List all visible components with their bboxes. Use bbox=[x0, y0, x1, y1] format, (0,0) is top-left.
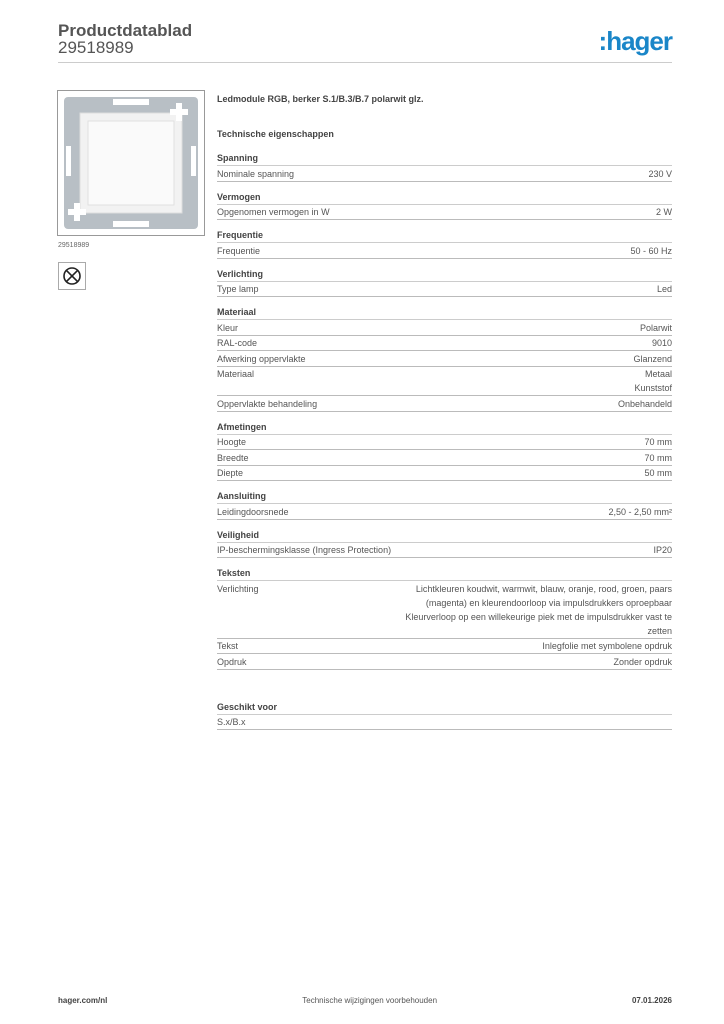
spec-row bbox=[217, 450, 672, 466]
section-title: Teksten bbox=[217, 567, 672, 581]
spec-section bbox=[217, 229, 672, 259]
spec-content bbox=[217, 94, 672, 730]
product-name: Ledmodule RGB, berker S.1/B.3/B.7 polarwit glz. bbox=[217, 94, 424, 104]
spec-section bbox=[217, 567, 672, 670]
spec-row bbox=[217, 205, 672, 221]
spec-value: 70 mm bbox=[644, 437, 672, 447]
section-title: Frequentie bbox=[217, 229, 672, 243]
suitable-section bbox=[217, 701, 672, 731]
spec-label: Leidingdoorsnede bbox=[217, 506, 289, 517]
spec-row bbox=[217, 166, 672, 182]
spec-section bbox=[217, 191, 672, 221]
spec-row bbox=[217, 715, 672, 731]
hager-logo: :hager bbox=[598, 26, 672, 56]
spec-value: 2 W bbox=[655, 207, 672, 217]
spec-label: Afwerking oppervlakte bbox=[217, 353, 306, 364]
spec-section bbox=[217, 268, 672, 298]
spec-value: 50 mm bbox=[644, 468, 672, 478]
spec-row bbox=[217, 396, 672, 412]
spec-row bbox=[217, 336, 672, 352]
spec-label: IP-beschermingsklasse (Ingress Protection) bbox=[217, 545, 392, 555]
lamp-cross-icon bbox=[58, 262, 86, 290]
spec-value: 2,50 - 2,50 mm² bbox=[608, 506, 672, 517]
product-image bbox=[57, 90, 205, 236]
spec-row bbox=[217, 639, 672, 655]
spec-value: Inlegfolie met symbolene opdruk bbox=[542, 641, 672, 651]
spec-section bbox=[217, 490, 672, 520]
section-title: Verlichting bbox=[217, 268, 672, 282]
image-caption: 29518989 bbox=[58, 242, 90, 249]
spec-label: Type lamp bbox=[217, 284, 259, 294]
spec-section bbox=[217, 421, 672, 482]
spec-section bbox=[217, 152, 672, 182]
spec-row bbox=[217, 504, 672, 520]
spec-row bbox=[217, 543, 672, 559]
section-title: Vermogen bbox=[217, 191, 672, 205]
footer-disclaimer: Technische wijzigingen voorbehouden bbox=[302, 996, 438, 1005]
section-title: Afmetingen bbox=[217, 421, 672, 435]
spec-row bbox=[217, 466, 672, 482]
spec-value: Zonder opdruk bbox=[613, 656, 672, 667]
spec-value: 230 V bbox=[648, 168, 672, 179]
spec-label: Opgenomen vermogen in W bbox=[217, 207, 330, 217]
footer-date: 07.01.2026 bbox=[631, 996, 672, 1005]
spec-value: Metaal Kunststof bbox=[634, 369, 672, 393]
spec-label: Verlichting bbox=[217, 583, 259, 594]
spec-label: Hoogte bbox=[217, 437, 247, 447]
spec-row bbox=[217, 282, 672, 298]
spec-label: Opdruk bbox=[217, 656, 247, 667]
spec-row bbox=[217, 654, 672, 670]
spec-sections bbox=[217, 152, 672, 670]
spec-label: Oppervlakte behandeling bbox=[217, 398, 318, 409]
spec-label: Breedte bbox=[217, 452, 249, 463]
product-code: 29518989 bbox=[58, 38, 134, 57]
tech-heading: Technische eigenschappen bbox=[217, 129, 334, 139]
spec-row bbox=[217, 581, 672, 639]
spec-label: Tekst bbox=[217, 641, 239, 651]
spec-label: Frequentie bbox=[217, 245, 261, 256]
spec-value: Lichtkleuren koudwit, warmwit, blauw, oranje, rood, groen, paars (magenta) en kleurendoorloop via impulsdrukkers oproepbaar Kleurverloop op een willekeurige piek met de impulsdrukker vast te zetten bbox=[405, 583, 672, 636]
spec-value: Glanzend bbox=[633, 353, 672, 364]
header-divider bbox=[58, 62, 672, 63]
footer bbox=[58, 996, 672, 1005]
spec-label: Kleur bbox=[217, 322, 239, 333]
spec-label: Diepte bbox=[217, 468, 244, 478]
spec-label: Nominale spanning bbox=[217, 168, 295, 179]
section-title: Aansluiting bbox=[217, 490, 672, 504]
spec-row bbox=[217, 243, 672, 259]
spec-row bbox=[217, 435, 672, 451]
footer-website: hager.com/nl bbox=[58, 996, 108, 1005]
spec-section bbox=[217, 529, 672, 559]
spec-label: RAL-code bbox=[217, 338, 258, 348]
page-title: Productdatablad bbox=[58, 21, 193, 40]
spec-value: Polarwit bbox=[639, 322, 672, 333]
spec-row bbox=[217, 367, 672, 397]
spec-row bbox=[217, 351, 672, 367]
spec-value: 50 - 60 Hz bbox=[630, 245, 672, 256]
section-title: Materiaal bbox=[217, 306, 672, 320]
spec-section bbox=[217, 306, 672, 412]
spec-value: 9010 bbox=[651, 338, 672, 348]
spec-value: IP20 bbox=[653, 545, 672, 555]
spec-value: Onbehandeld bbox=[617, 398, 672, 409]
spec-label: Materiaal bbox=[217, 369, 255, 379]
spec-value: 70 mm bbox=[644, 452, 672, 463]
spec-value: Led bbox=[656, 284, 672, 294]
section-title: Veiligheid bbox=[217, 529, 672, 543]
section-title: Geschikt voor bbox=[217, 701, 672, 715]
spec-row bbox=[217, 320, 672, 336]
section-title: Spanning bbox=[217, 152, 672, 166]
spec-value: S.x/B.x bbox=[217, 717, 246, 727]
